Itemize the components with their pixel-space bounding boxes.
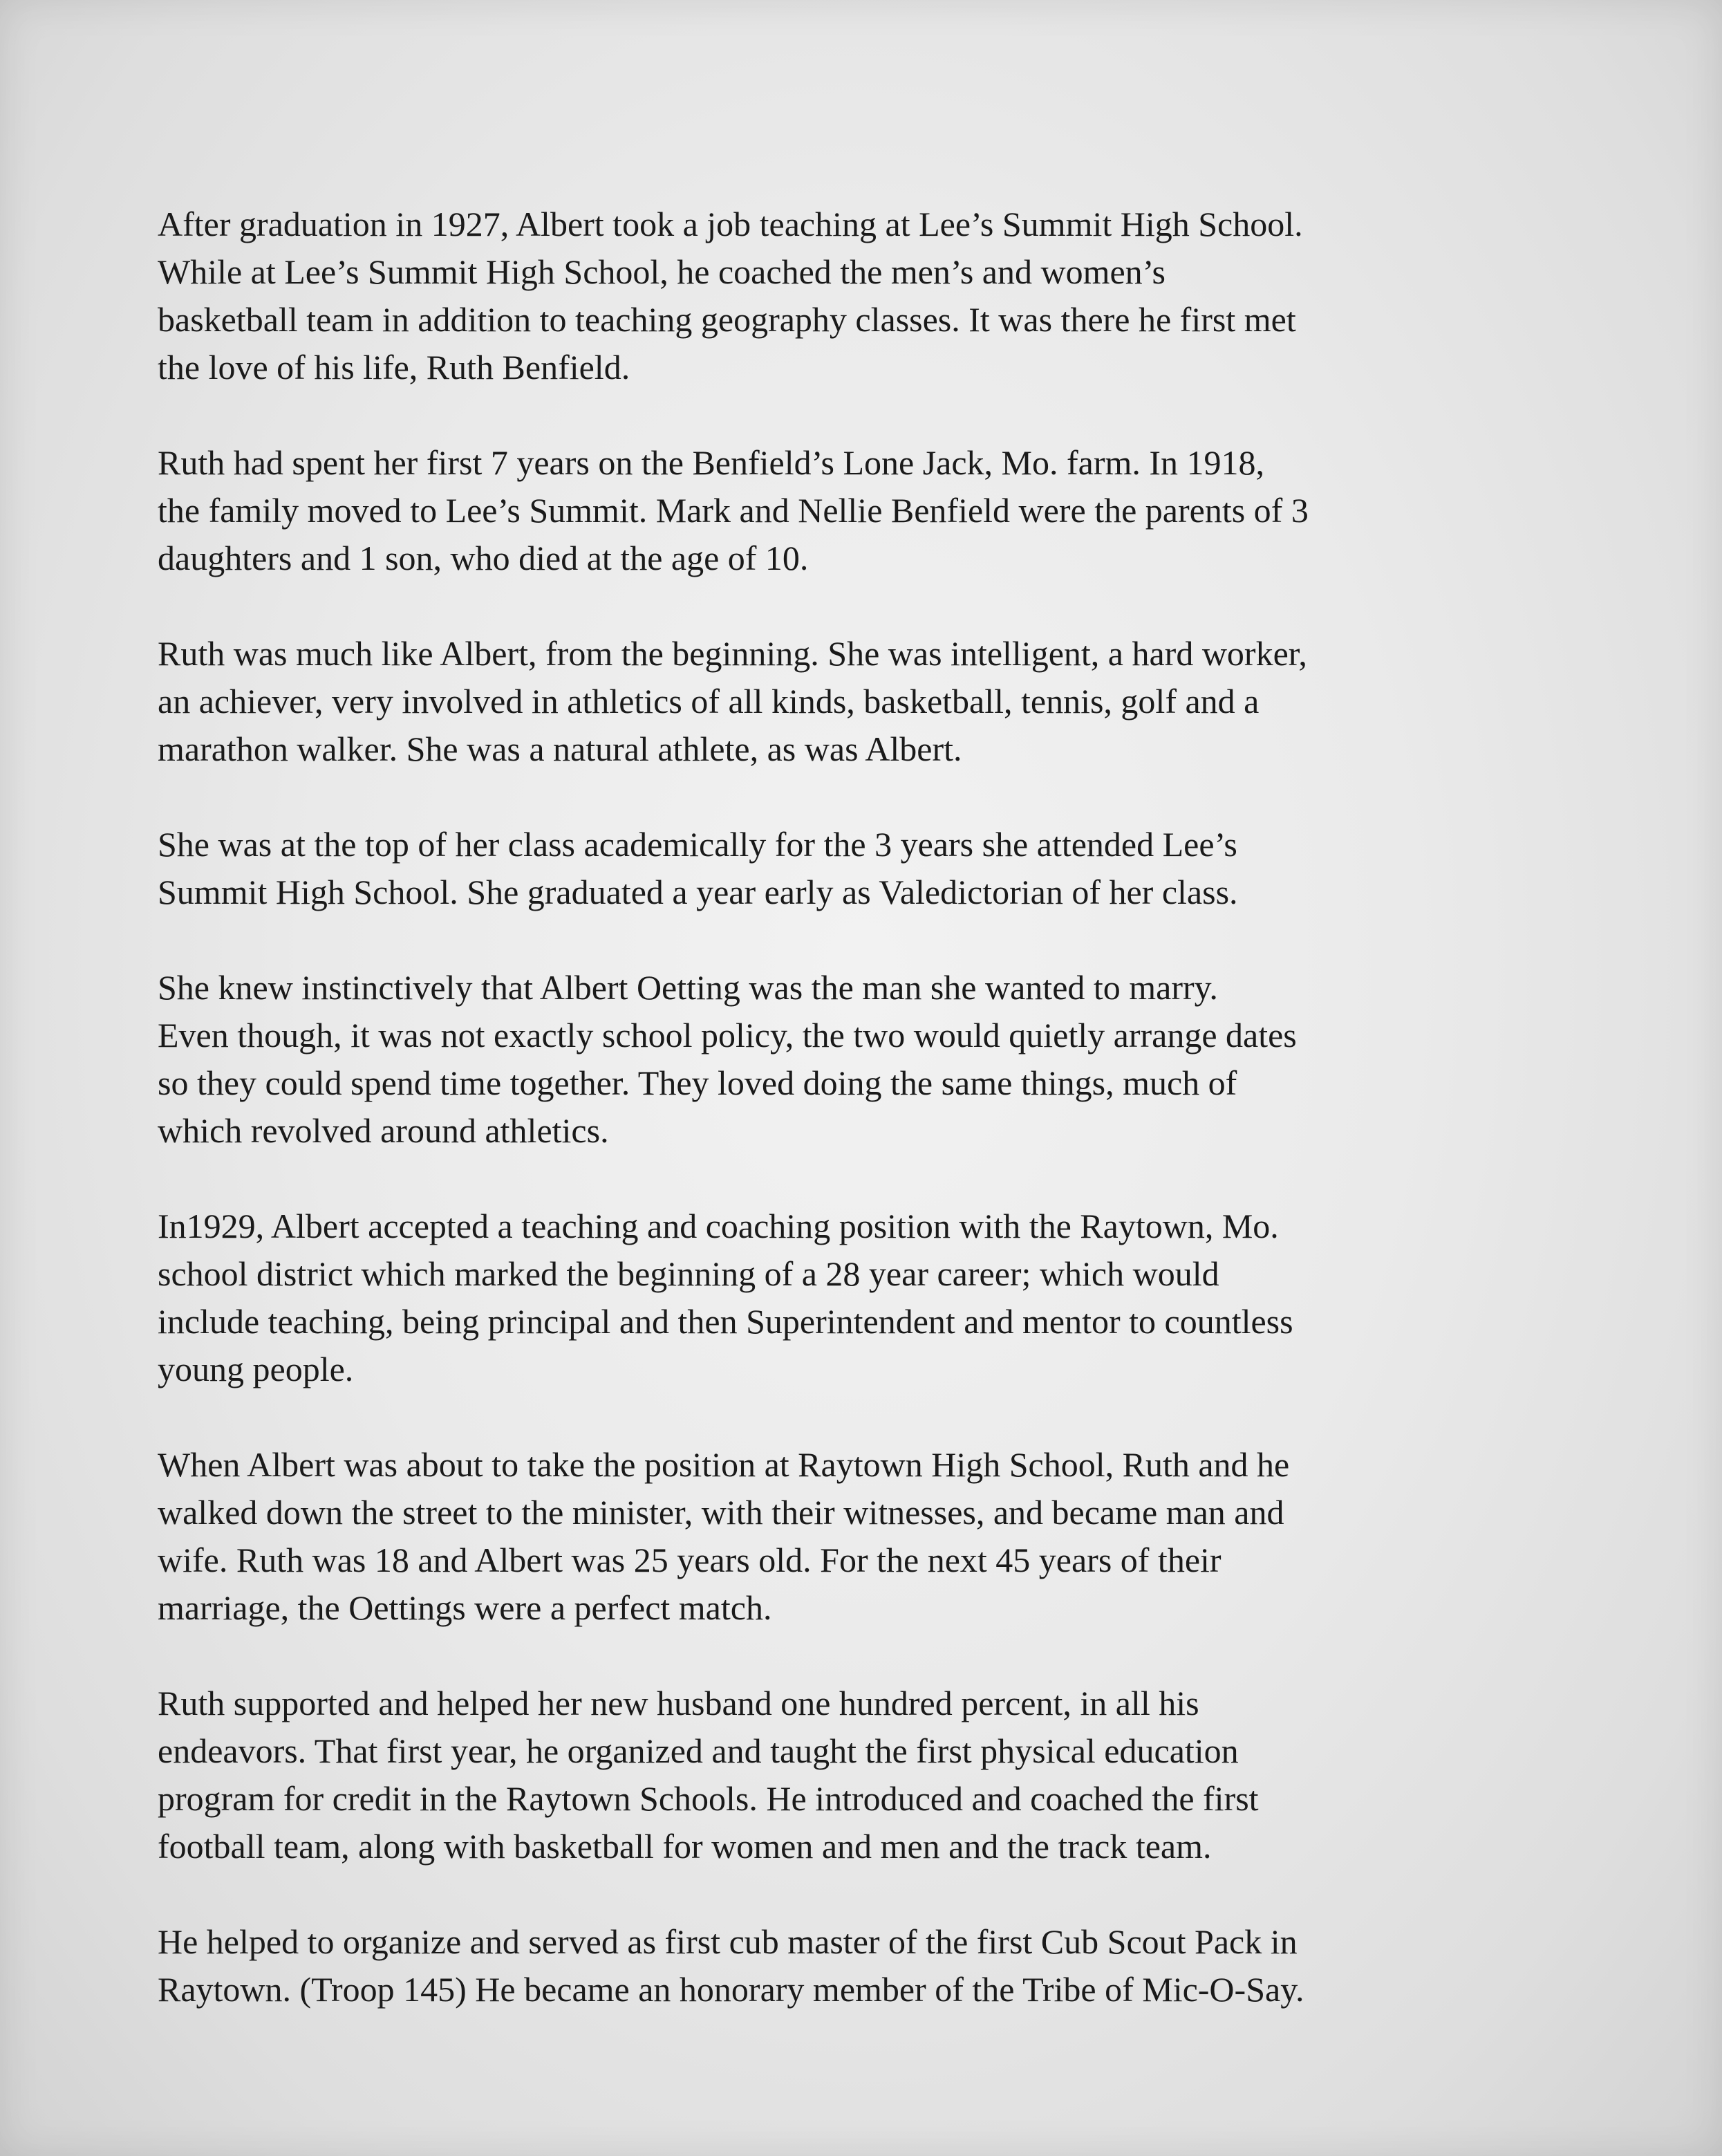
paragraph-cub-scouts [158,1918,1595,2014]
text-line: marathon walker. She was a natural athlete, as was Albert. [158,729,962,768]
text-line: She was at the top of her class academically for the 3 years she attended Lee’s [158,825,1237,864]
text-line: When Albert was about to take the position at Raytown High School, Ruth and he [158,1445,1290,1484]
text-line: endeavors. That first year, he organized and taught the first physical education [158,1731,1239,1770]
text-line: walked down the street to the minister, with their witnesses, and became man and [158,1493,1284,1532]
text-line: program for credit in the Raytown Schools. He introduced and coached the first [158,1779,1259,1818]
text-line: In1929, Albert accepted a teaching and coaching position with the Raytown, Mo. [158,1207,1279,1245]
paragraph-ruth-character [158,630,1595,773]
text-line: wife. Ruth was 18 and Albert was 25 years old. For the next 45 years of their [158,1541,1222,1579]
text-line: the love of his life, Ruth Benfield. [158,348,630,387]
text-line: marriage, the Oettings were a perfect match. [158,1588,772,1627]
text-line: basketball team in addition to teaching geography classes. It was there he first met [158,300,1296,339]
text-line: which revolved around athletics. [158,1111,609,1150]
text-line: football team, along with basketball for women and men and the track team. [158,1827,1212,1866]
text-line: Ruth supported and helped her new husband one hundred percent, in all his [158,1684,1199,1722]
text-line: Even though, it was not exactly school policy, the two would quietly arrange dates [158,1016,1297,1054]
document-body [158,201,1595,2061]
text-line: daughters and 1 son, who died at the age of 10. [158,539,809,577]
text-line: the family moved to Lee’s Summit. Mark and Nellie Benfield were the parents of 3 [158,491,1309,530]
paragraph-courtship [158,964,1595,1155]
text-line: include teaching, being principal and then Superintendent and mentor to countless [158,1302,1293,1341]
paragraph-graduation [158,201,1595,391]
text-line: After graduation in 1927, Albert took a job teaching at Lee’s Summit High School. [158,205,1303,243]
text-line: school district which marked the beginning of a 28 year career; which would [158,1254,1219,1293]
text-line: Raytown. (Troop 145) He became an honorary member of the Tribe of Mic-O-Say. [158,1970,1304,2009]
paragraph-marriage [158,1441,1595,1632]
paragraph-ruth-academics [158,821,1595,916]
paragraph-raytown-career [158,1202,1595,1393]
text-line: Summit High School. She graduated a year early as Valedictorian of her class. [158,873,1238,911]
text-line: so they could spend time together. They loved doing the same things, much of [158,1063,1237,1102]
text-line: While at Lee’s Summit High School, he coached the men’s and women’s [158,252,1166,291]
paragraph-ruth-early-years [158,439,1595,582]
text-line: She knew instinctively that Albert Oetting was the man she wanted to marry. [158,968,1218,1007]
text-line: He helped to organize and served as first cub master of the first Cub Scout Pack in [158,1922,1298,1961]
paragraph-first-year [158,1680,1595,1870]
text-line: an achiever, very involved in athletics of all kinds, basketball, tennis, golf and a [158,682,1260,721]
text-line: young people. [158,1350,354,1388]
text-line: Ruth was much like Albert, from the beginning. She was intelligent, a hard worker, [158,634,1307,673]
text-line: Ruth had spent her first 7 years on the Benfield’s Lone Jack, Mo. farm. In 1918, [158,443,1265,482]
